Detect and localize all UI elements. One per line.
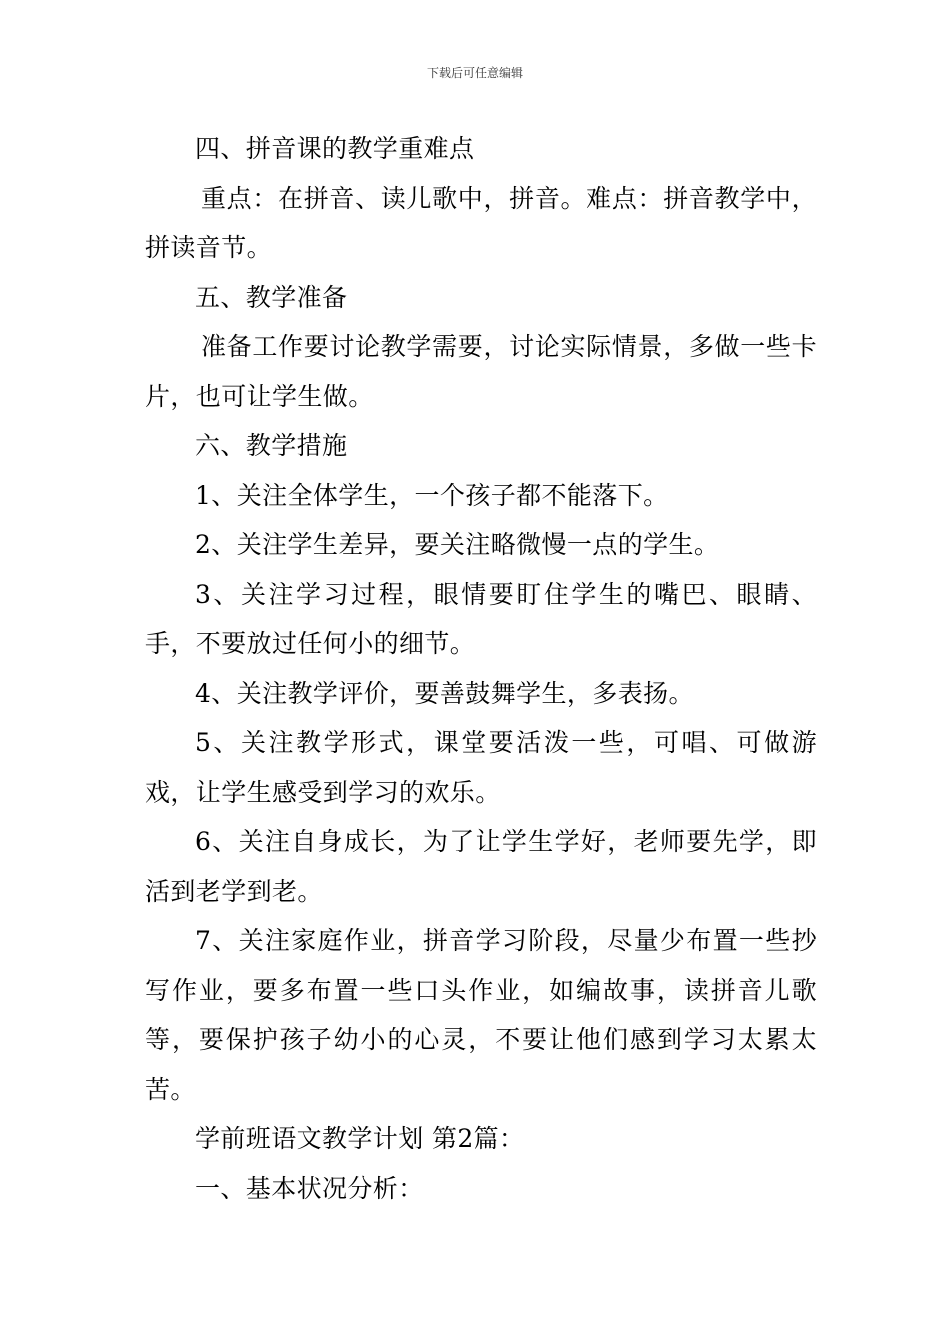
paragraph-preparation: 准备工作要讨论教学需要，讨论实际情景，多做一些卡片，也可让学生做。 bbox=[145, 332, 817, 411]
measure-item-6: 6、关注自身成长，为了让学生学好，老师要先学，即活到老学到老。 bbox=[145, 827, 817, 906]
measure-item-7: 7、关注家庭作业，拼音学习阶段，尽量少布置一些抄写作业，要多布置一些口头作业，如编故事，读拼音儿歌等，要保护孩子幼小的心灵，不要让他们感到学习太累太苦。 bbox=[145, 926, 817, 1104]
section-heading-difficulties: 四、拼音课的教学重难点 bbox=[195, 134, 475, 163]
paragraph-difficulties: 重点：在拼音、读儿歌中，拼音。难点：拼音教学中，拼读音节。 bbox=[145, 183, 817, 262]
article-title-part-2: 学前班语文教学计划 第2篇： bbox=[195, 1124, 525, 1153]
measure-item-4: 4、关注教学评价，要善鼓舞学生，多表扬。 bbox=[195, 678, 694, 708]
measure-item-3: 3、关注学习过程，眼情要盯住学生的嘴巴、眼睛、手，不要放过任何小的细节。 bbox=[145, 579, 817, 658]
page-header-note: 下载后可任意编辑 bbox=[426, 66, 523, 80]
section-heading-preparation: 五、教学准备 bbox=[195, 282, 348, 312]
document-body bbox=[145, 124, 817, 1213]
section-heading-analysis: 一、基本状况分析： bbox=[195, 1173, 424, 1203]
measure-item-1: 1、关注全体学生，一个孩子都不能落下。 bbox=[195, 480, 669, 510]
section-heading-measures: 六、教学措施 bbox=[195, 431, 348, 460]
measure-item-2: 2、关注学生差异，要关注略微慢一点的学生。 bbox=[195, 530, 720, 559]
measure-item-5: 5、关注教学形式，课堂要活泼一些，可唱、可做游戏，让学生感受到学习的欢乐。 bbox=[145, 728, 817, 807]
